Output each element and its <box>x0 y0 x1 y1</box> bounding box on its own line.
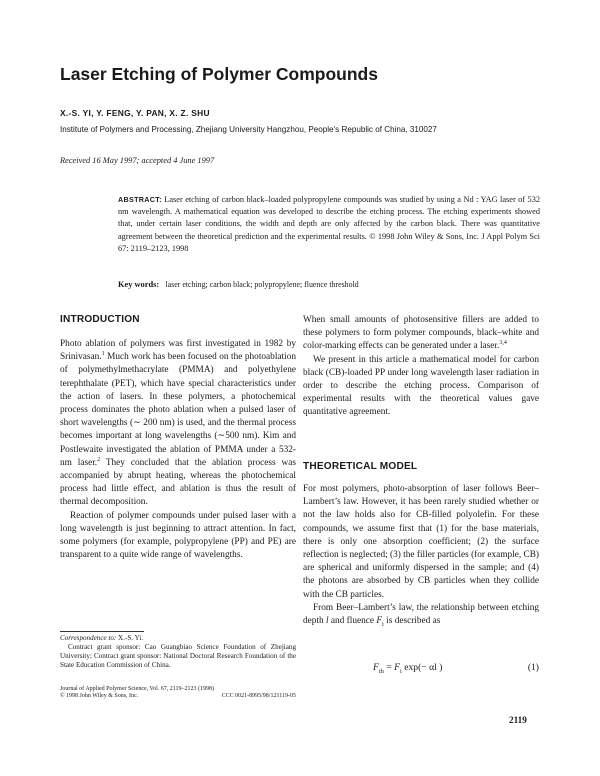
journal-citation: Journal of Applied Polymer Science, Vol. 67, 2119–2123 (1998) <box>60 686 215 692</box>
correspondence-note: Correspondence to: X.-S. Yi. <box>60 634 144 642</box>
keywords <box>118 280 359 289</box>
keywords-text: laser etching; carbon black; polypropylene; fluence threshold <box>165 280 359 289</box>
theory-paragraph-2: From Beer–Lambert’s law, the relationship between etching depth l and fluence $F_i$ is described as <box>303 602 539 628</box>
journal-info <box>60 686 296 701</box>
paper-title: Laser Etching of Polymer Compounds <box>60 64 378 84</box>
authors: X.-S. YI, Y. FENG, Y. PAN, X. Z. SHU <box>60 108 210 118</box>
grant-note: Contract grant sponsor: Cao Guangbiao Science Foundation of Zhejiang University; Contract grant sponsor: National Doctoral Research Foundation of the State Education Commission of China. <box>60 643 296 669</box>
ccc-code: CCC 0021-8995/98/121119-05 <box>221 693 296 700</box>
page-number: 2119 <box>509 715 527 725</box>
right-column-bottom <box>303 483 539 631</box>
copyright: © 1998 John Wiley & Sons, Inc. <box>60 693 139 700</box>
theory-paragraph-1: For most polymers, photo-absorption of laser follows Beer–Lambert’s law. However, it has been rarely studied whether or not the law holds also for CB-filled polyolefin. For these compounds, we assume first that (1) for the base materials, there is only one absorption coefficient; (2) the surface reflection is neglected; (3) the filler particles (for example, CB) are spherical and uniformly dispersed in the sample; and (4) the photons are absorbed by CB particles when they collide with the CB particles. <box>303 484 539 600</box>
equation-body: $F_{th} = F_i$ exp(− αl ) <box>373 662 443 675</box>
abstract <box>118 194 540 255</box>
equation-number: (1) <box>527 662 539 673</box>
intro-paragraph-2: Reaction of polymer compounds under pulsed laser with a long wavelength is just beginning to attract attention. In fact, some polymers (for example, polypropylene (PP) and PE) are transparent to a quite wide range of wavelengths. <box>60 510 296 561</box>
footnote-rule <box>60 631 144 632</box>
intro-paragraph-1: Photo ablation of polymers was first investigated in 1982 by Srinivasan.$^1$ Much work has been focused on the photoablation of polymethylmethacrylate (PMMA) and polyethylene terephthalate (PET), which have special characteristics under the action of lasers. In these polymers, a photochemical process dominates the photo ablation when a pulsed laser of short wavelengths (∼ 200 nm) is used, and the thermal process becomes important at long wavelengths (∼500 nm). Kim and Postlewaite investigated the ablation of PMMA under a 532-nm laser.$^2$ They concluded that the ablation process was accompanied by abrupt heating, whereas the photochemical process had little effect, and ablation is thus the result of thermal decomposition. <box>60 339 296 508</box>
equation-1 <box>303 662 539 678</box>
left-column <box>60 338 296 562</box>
affiliation: Institute of Polymers and Processing, Zhejiang University Hangzhou, People’s Republic of China, 310027 <box>60 125 437 134</box>
introduction-heading: INTRODUCTION <box>60 314 140 325</box>
keywords-label: Key words: <box>118 280 160 289</box>
footnotes <box>60 634 296 670</box>
intro-paragraph-3: When small amounts of photosensitive fillers are added to these polymers to form polymer compounds, black–white and color-marking effects can be generated under a laser.$^{3,4}$ <box>303 315 539 352</box>
intro-paragraph-4: We present in this article a mathematical model for carbon black (CB)-loaded PP under long wavelength laser radiation in order to describe the etching process. Comparison of experimental results with the theoretical values gave quantitative agreement. <box>303 354 539 418</box>
abstract-text: Laser etching of carbon black–loaded polypropylene compounds was studied by using a Nd : YAG laser of 532 nm wavelength. A mathematical equation was developed to describe the etching process. The etching experiments showed that, under certain laser conditions, the width and depth are only affected by the carbon black. There was quantitative agreement between the theoretical prediction and the experimental results. © 1998 John Wiley & Sons, Inc. J Appl Polym Sci 67: 2119–2123, 1998 <box>118 195 540 253</box>
received-dates: Received 16 May 1997; accepted 4 June 1997 <box>60 156 215 165</box>
theoretical-model-heading: THEORETICAL MODEL <box>303 461 418 472</box>
right-column-top <box>303 314 539 420</box>
abstract-label: ABSTRACT: <box>118 195 162 204</box>
